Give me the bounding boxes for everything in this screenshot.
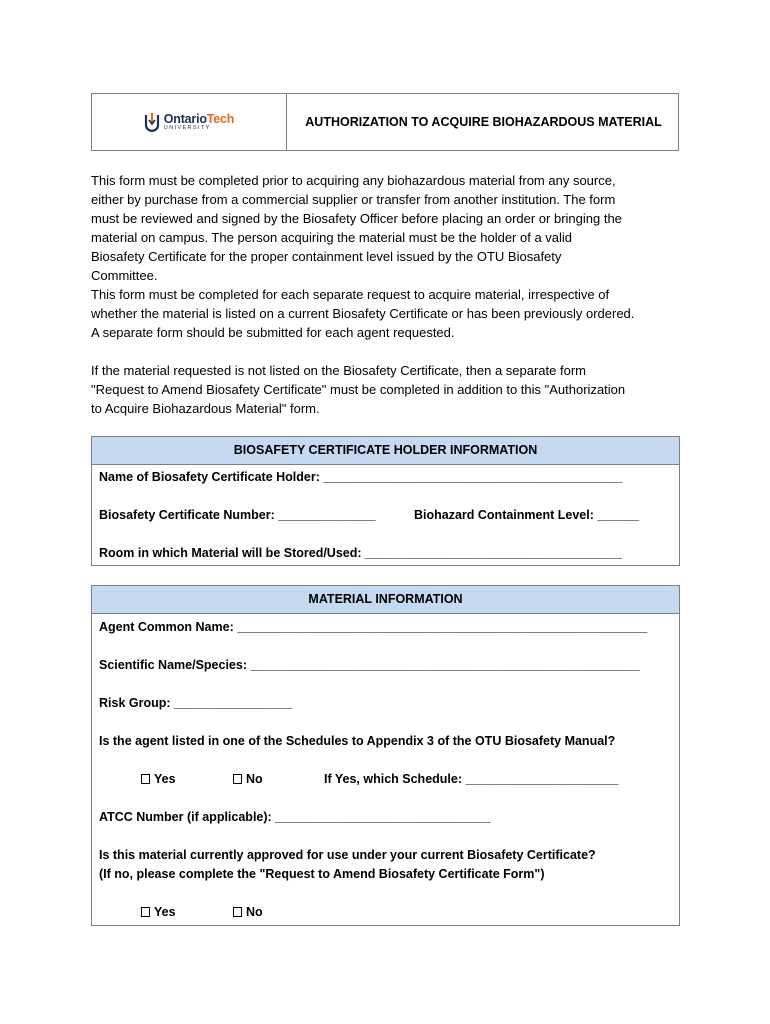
approved-yes-option[interactable] [141, 905, 176, 919]
intro-paragraph-2 [91, 361, 691, 418]
logo-text-ontario: Ontario [163, 111, 207, 126]
checkbox-icon[interactable] [233, 907, 242, 917]
certificate-holder-section [91, 436, 680, 566]
checkbox-icon[interactable] [141, 907, 150, 917]
holder-name-field[interactable]: Name of Biosafety Certificate Holder: ___________________________________________ [99, 470, 623, 484]
risk-group-field[interactable]: Risk Group: _________________ [99, 696, 293, 710]
storage-room-field[interactable]: Room in which Material will be Stored/Used: _____________________________________ [99, 546, 623, 560]
intro-line: A separate form should be submitted for each agent requested. [91, 325, 455, 340]
approved-hint: (If no, please complete the "Request to Amend Biosafety Certificate Form") [99, 867, 545, 881]
approved-yes-label: Yes [154, 905, 176, 919]
schedules-yes-label: Yes [154, 772, 176, 786]
certificate-number-field[interactable]: Biosafety Certificate Number: ______________ [99, 508, 376, 522]
intro-line: material on campus. The person acquiring the material must be the holder of a valid [91, 230, 573, 245]
atcc-number-field[interactable]: ATCC Number (if applicable): _______________________________ [99, 810, 491, 824]
intro-line: "Request to Amend Biosafety Certificate" must be completed in addition to this "Authorization [91, 382, 626, 397]
intro-line: Committee. [91, 268, 158, 283]
intro-line: This form must be completed prior to acquiring any biohazardous material from any source, [91, 173, 616, 188]
intro-line: to Acquire Biohazardous Material" form. [91, 401, 320, 416]
intro-line: must be reviewed and signed by the Biosafety Officer before placing an order or bringing the [91, 211, 622, 226]
approved-question: Is this material currently approved for use under your current Biosafety Certificate? [99, 848, 596, 862]
logo-cell [92, 94, 287, 150]
intro-line: Biosafety Certificate for the proper containment level issued by the OTU Biosafety [91, 249, 562, 264]
intro-text [91, 171, 691, 418]
ontario-tech-logo [144, 112, 235, 132]
form-header [91, 93, 679, 151]
intro-line: This form must be completed for each separate request to acquire material, irrespective of [91, 287, 610, 302]
scientific-name-field[interactable]: Scientific Name/Species: ________________________________________________________ [99, 658, 640, 672]
logo-text-university: UNIVERSITY [163, 125, 211, 131]
intro-line: whether the material is listed on a current Biosafety Certificate or has been previously ordered. [91, 306, 635, 321]
approved-no-label: No [246, 905, 263, 919]
approved-no-option[interactable] [233, 905, 263, 919]
intro-paragraph-1 [91, 171, 691, 342]
intro-line: either by purchase from a commercial supplier or transfer from another institution. The form [91, 192, 616, 207]
certificate-holder-heading: BIOSAFETY CERTIFICATE HOLDER INFORMATION [92, 437, 679, 465]
schedules-yes-option[interactable] [141, 772, 176, 786]
schedules-question: Is the agent listed in one of the Schedules to Appendix 3 of the OTU Biosafety Manual? [99, 734, 616, 748]
containment-level-field[interactable]: Biohazard Containment Level: ______ [414, 508, 640, 522]
checkbox-icon[interactable] [141, 774, 150, 784]
material-information-section [91, 585, 680, 926]
agent-common-name-field[interactable]: Agent Common Name: ___________________________________________________________ [99, 620, 648, 634]
shield-logo-icon [144, 112, 160, 132]
intro-line: If the material requested is not listed on the Biosafety Certificate, then a separate form [91, 363, 586, 378]
form-title: AUTHORIZATION TO ACQUIRE BIOHAZARDOUS MATERIAL [305, 115, 662, 129]
which-schedule-field[interactable]: If Yes, which Schedule: ______________________ [324, 772, 619, 786]
logo-text-tech: Tech [206, 111, 235, 126]
checkbox-icon[interactable] [233, 774, 242, 784]
schedules-no-option[interactable] [233, 772, 263, 786]
material-information-heading: MATERIAL INFORMATION [92, 586, 679, 614]
schedules-no-label: No [246, 772, 263, 786]
